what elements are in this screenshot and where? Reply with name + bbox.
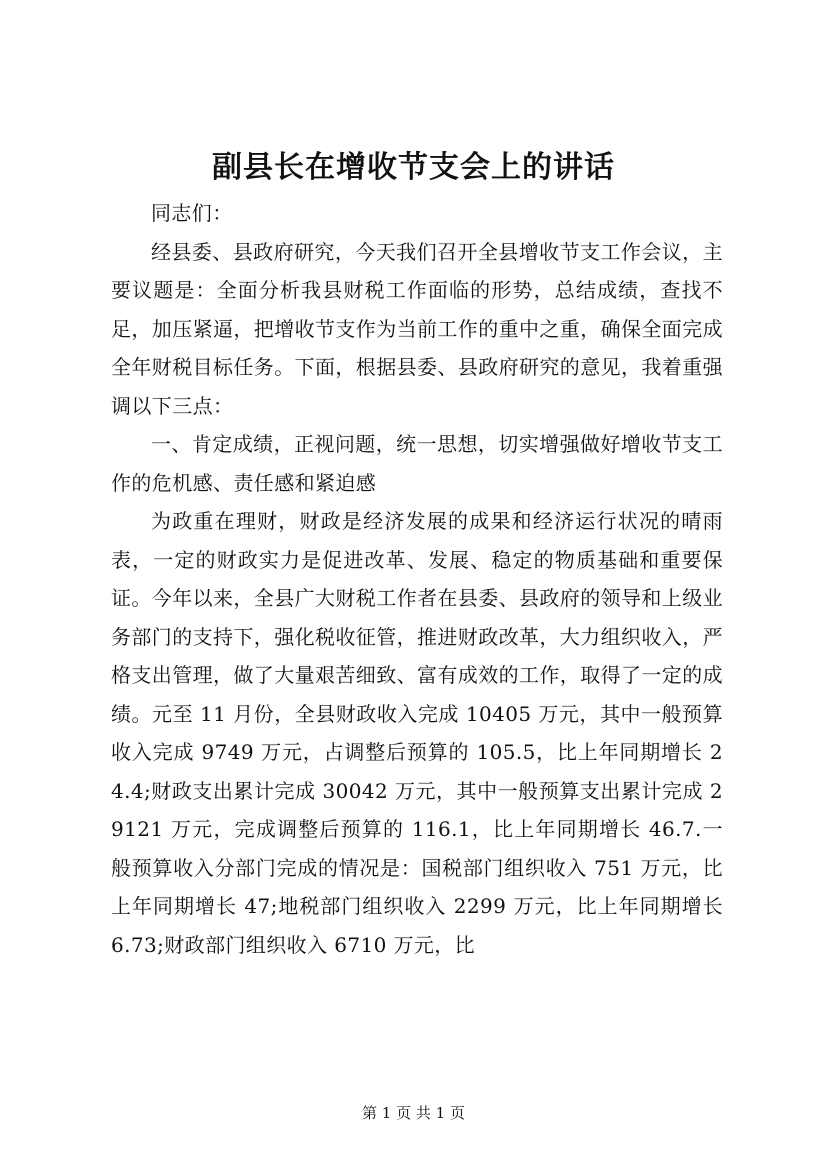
paragraph-intro: 经县委、县政府研究，今天我们召开全县增收节支工作会议，主要议题是：全面分析我县财税工作面临的形势，总结成绩，查找不足，加压紧逼，把增收节支作为当前工作的重中之重，确保全面完成全年财税目标任务。下面，根据县委、县政府研究的意见，我着重强调以下三点： <box>111 239 723 418</box>
salutation: 同志们： <box>151 201 233 225</box>
section-heading-1: 一、肯定成绩，正视问题，统一思想，切实增强做好增收节支工作的危机感、责任感和紧迫感 <box>111 432 723 495</box>
paragraph-finance: 为政重在理财，财政是经济发展的成果和经济运行状况的晴雨表，一定的财政实力是促进改革、发展、稳定的物质基础和重要保证。今年以来，全县广大财税工作者在县委、县政府的领导和上级业务部门的支持下，强化税收征管，推进财政改革，大力组织收入，严格支出管理，做了大量艰苦细致、富有成效的工作，取得了一定的成绩。元至 11 月份，全县财政收入完成 10405 万元，其中一般预算收入完成 9749 万元，占调整后预算的 105.5，比上年同期增长 24.4;财政支出累计完成 30042 万元，其中一般预算支出累计完成 29121 万元，完成调整后预算的 116.1，比上年同期增长 46.7.一般预算收入分部门完成的情况是：国税部门组织收入 751 万元，比上年同期增长 47;地税部门组织收入 2299 万元，比上年同期增长 6.73;财政部门组织收入 6710 万元，比 <box>111 509 723 957</box>
document-body <box>111 194 723 964</box>
page-number: 第 1 页 共 1 页 <box>362 1104 465 1122</box>
document-title: 副县长在增收节支会上的讲话 <box>212 150 615 185</box>
